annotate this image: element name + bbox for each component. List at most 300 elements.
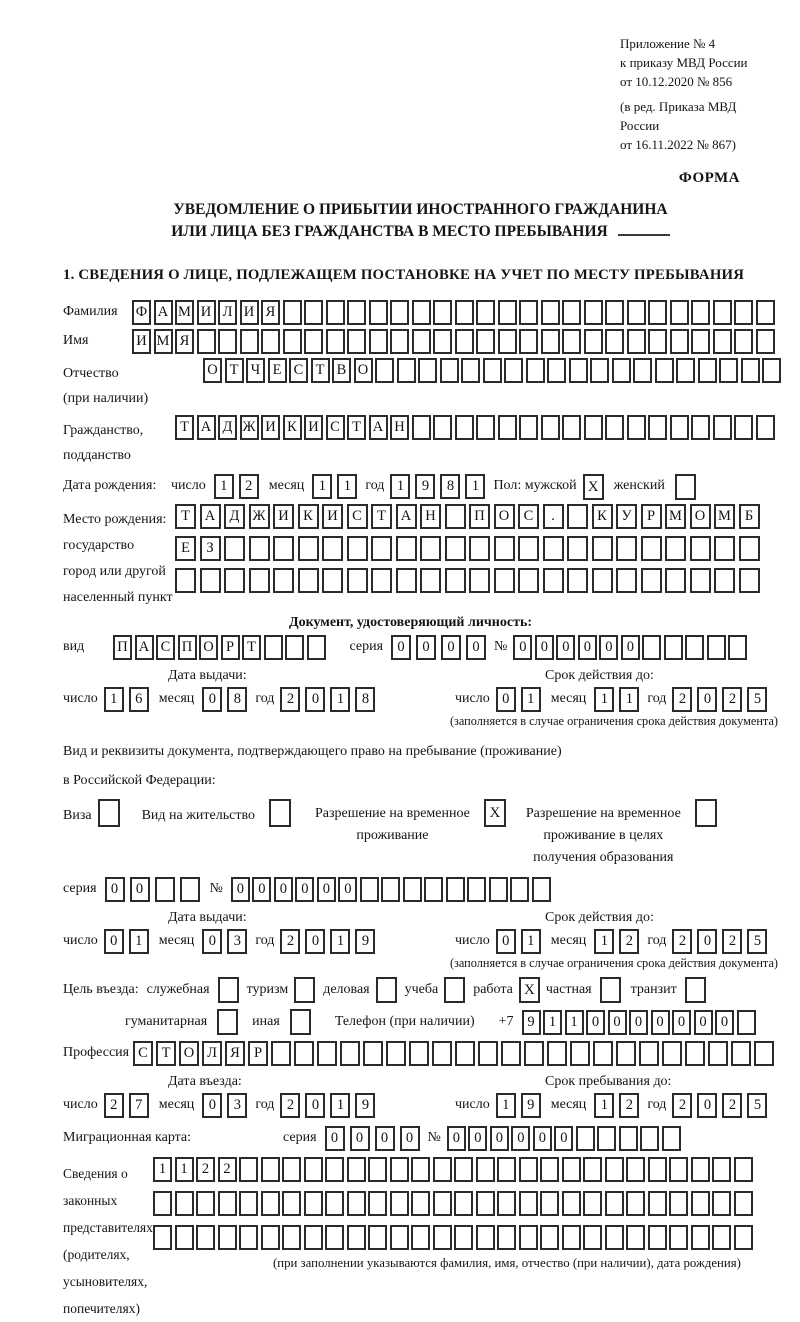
- char-cell[interactable]: Л: [218, 300, 237, 325]
- char-cell[interactable]: Ж: [249, 504, 270, 529]
- char-cell[interactable]: Д: [224, 504, 245, 529]
- char-cell[interactable]: Д: [218, 415, 237, 440]
- char-cell[interactable]: О: [690, 504, 711, 529]
- char-cell[interactable]: [240, 329, 259, 354]
- char-cell[interactable]: [369, 300, 388, 325]
- char-cell[interactable]: 2: [722, 687, 742, 712]
- char-cell[interactable]: 1: [330, 1093, 350, 1118]
- char-cell[interactable]: [583, 1225, 602, 1250]
- char-cell[interactable]: [433, 1157, 452, 1182]
- char-cell[interactable]: Т: [311, 358, 330, 383]
- char-cell[interactable]: [626, 1157, 645, 1182]
- char-cell[interactable]: 2: [218, 1157, 237, 1182]
- char-cell[interactable]: [397, 358, 416, 383]
- char-cell[interactable]: 0: [400, 1126, 420, 1151]
- char-cell[interactable]: [476, 1225, 495, 1250]
- char-cell[interactable]: 0: [295, 877, 314, 902]
- char-cell[interactable]: [390, 329, 409, 354]
- char-cell[interactable]: [713, 415, 732, 440]
- char-cell[interactable]: [567, 536, 588, 561]
- char-cell[interactable]: [218, 1225, 237, 1250]
- char-cell[interactable]: [445, 504, 466, 529]
- char-cell[interactable]: [282, 1225, 301, 1250]
- char-cell[interactable]: [728, 635, 747, 660]
- char-cell[interactable]: 0: [599, 635, 618, 660]
- char-cell[interactable]: [714, 536, 735, 561]
- char-cell[interactable]: [676, 358, 695, 383]
- char-cell[interactable]: 9: [355, 929, 375, 954]
- char-cell[interactable]: [322, 536, 343, 561]
- char-cell[interactable]: [633, 358, 652, 383]
- char-cell[interactable]: 0: [490, 1126, 509, 1151]
- char-cell[interactable]: С: [518, 504, 539, 529]
- char-cell[interactable]: [322, 568, 343, 593]
- char-cell[interactable]: [396, 536, 417, 561]
- purpose-study-checkbox[interactable]: [444, 977, 465, 1003]
- char-cell[interactable]: [489, 877, 508, 902]
- char-cell[interactable]: З: [200, 536, 221, 561]
- char-cell[interactable]: Е: [175, 536, 196, 561]
- char-cell[interactable]: [304, 1225, 323, 1250]
- char-cell[interactable]: [519, 300, 538, 325]
- char-cell[interactable]: [461, 358, 480, 383]
- char-cell[interactable]: И: [273, 504, 294, 529]
- visa-checkbox[interactable]: [98, 799, 120, 827]
- char-cell[interactable]: [347, 1191, 366, 1216]
- char-cell[interactable]: [540, 1225, 559, 1250]
- char-cell[interactable]: [347, 329, 366, 354]
- char-cell[interactable]: [455, 415, 474, 440]
- char-cell[interactable]: 0: [697, 1093, 717, 1118]
- char-cell[interactable]: [432, 1041, 452, 1066]
- char-cell[interactable]: [454, 1225, 473, 1250]
- char-cell[interactable]: .: [543, 504, 564, 529]
- char-cell[interactable]: И: [304, 415, 323, 440]
- char-cell[interactable]: [691, 300, 710, 325]
- char-cell[interactable]: 0: [104, 929, 124, 954]
- char-cell[interactable]: 5: [747, 929, 767, 954]
- char-cell[interactable]: У: [616, 504, 637, 529]
- char-cell[interactable]: [754, 1041, 774, 1066]
- char-cell[interactable]: [690, 568, 711, 593]
- char-cell[interactable]: 0: [305, 687, 325, 712]
- char-cell[interactable]: 0: [556, 635, 575, 660]
- char-cell[interactable]: [455, 1041, 475, 1066]
- char-cell[interactable]: [605, 415, 624, 440]
- char-cell[interactable]: 0: [496, 929, 516, 954]
- char-cell[interactable]: [498, 329, 517, 354]
- char-cell[interactable]: 2: [196, 1157, 215, 1182]
- char-cell[interactable]: [325, 1225, 344, 1250]
- char-cell[interactable]: П: [469, 504, 490, 529]
- char-cell[interactable]: [734, 329, 753, 354]
- char-cell[interactable]: 0: [496, 687, 516, 712]
- char-cell[interactable]: [519, 329, 538, 354]
- char-cell[interactable]: [409, 1041, 429, 1066]
- char-cell[interactable]: [497, 1225, 516, 1250]
- char-cell[interactable]: [648, 1157, 667, 1182]
- char-cell[interactable]: [714, 568, 735, 593]
- char-cell[interactable]: [476, 415, 495, 440]
- char-cell[interactable]: [180, 877, 200, 902]
- char-cell[interactable]: [469, 568, 490, 593]
- char-cell[interactable]: [494, 568, 515, 593]
- char-cell[interactable]: Ж: [240, 415, 259, 440]
- char-cell[interactable]: [756, 300, 775, 325]
- char-cell[interactable]: [616, 1041, 636, 1066]
- char-cell[interactable]: 0: [202, 687, 222, 712]
- char-cell[interactable]: Я: [225, 1041, 245, 1066]
- char-cell[interactable]: 0: [231, 877, 250, 902]
- char-cell[interactable]: О: [199, 635, 218, 660]
- char-cell[interactable]: 2: [280, 1093, 300, 1118]
- char-cell[interactable]: [317, 1041, 337, 1066]
- char-cell[interactable]: [455, 329, 474, 354]
- char-cell[interactable]: [218, 1191, 237, 1216]
- char-cell[interactable]: Т: [371, 504, 392, 529]
- char-cell[interactable]: 2: [619, 1093, 639, 1118]
- char-cell[interactable]: П: [113, 635, 132, 660]
- char-cell[interactable]: Ф: [132, 300, 151, 325]
- char-cell[interactable]: [691, 1191, 710, 1216]
- char-cell[interactable]: Т: [347, 415, 366, 440]
- char-cell[interactable]: [440, 358, 459, 383]
- char-cell[interactable]: [155, 877, 175, 902]
- char-cell[interactable]: [524, 1041, 544, 1066]
- char-cell[interactable]: [261, 1157, 280, 1182]
- purpose-transit-checkbox[interactable]: [685, 977, 706, 1003]
- char-cell[interactable]: А: [154, 300, 173, 325]
- char-cell[interactable]: 0: [466, 635, 486, 660]
- char-cell[interactable]: [340, 1041, 360, 1066]
- char-cell[interactable]: А: [200, 504, 221, 529]
- char-cell[interactable]: [627, 300, 646, 325]
- char-cell[interactable]: 2: [722, 1093, 742, 1118]
- char-cell[interactable]: [369, 329, 388, 354]
- char-cell[interactable]: [390, 1191, 409, 1216]
- temp-residence-edu-checkbox[interactable]: [695, 799, 717, 827]
- char-cell[interactable]: [562, 1191, 581, 1216]
- char-cell[interactable]: 0: [105, 877, 125, 902]
- char-cell[interactable]: 0: [554, 1126, 573, 1151]
- humanitarian-checkbox[interactable]: [217, 1009, 238, 1035]
- char-cell[interactable]: Т: [225, 358, 244, 383]
- char-cell[interactable]: 0: [629, 1010, 648, 1035]
- char-cell[interactable]: [403, 877, 422, 902]
- char-cell[interactable]: [294, 1041, 314, 1066]
- char-cell[interactable]: [691, 329, 710, 354]
- char-cell[interactable]: [445, 536, 466, 561]
- char-cell[interactable]: О: [203, 358, 222, 383]
- char-cell[interactable]: [592, 568, 613, 593]
- char-cell[interactable]: [543, 568, 564, 593]
- char-cell[interactable]: [264, 635, 283, 660]
- char-cell[interactable]: О: [494, 504, 515, 529]
- char-cell[interactable]: Т: [156, 1041, 176, 1066]
- char-cell[interactable]: [381, 877, 400, 902]
- char-cell[interactable]: 0: [305, 929, 325, 954]
- char-cell[interactable]: [283, 329, 302, 354]
- char-cell[interactable]: 2: [619, 929, 639, 954]
- char-cell[interactable]: [648, 1191, 667, 1216]
- char-cell[interactable]: 0: [608, 1010, 627, 1035]
- char-cell[interactable]: [390, 300, 409, 325]
- char-cell[interactable]: [282, 1191, 301, 1216]
- char-cell[interactable]: 0: [252, 877, 271, 902]
- purpose-private-checkbox[interactable]: [600, 977, 621, 1003]
- char-cell[interactable]: [304, 329, 323, 354]
- char-cell[interactable]: [691, 415, 710, 440]
- char-cell[interactable]: А: [396, 504, 417, 529]
- char-cell[interactable]: 9: [355, 1093, 375, 1118]
- char-cell[interactable]: 8: [440, 474, 460, 499]
- char-cell[interactable]: [153, 1191, 172, 1216]
- char-cell[interactable]: [363, 1041, 383, 1066]
- char-cell[interactable]: [583, 1191, 602, 1216]
- char-cell[interactable]: 1: [521, 929, 541, 954]
- char-cell[interactable]: [347, 568, 368, 593]
- char-cell[interactable]: [648, 1225, 667, 1250]
- char-cell[interactable]: 1: [330, 687, 350, 712]
- char-cell[interactable]: [662, 1041, 682, 1066]
- char-cell[interactable]: [739, 568, 760, 593]
- char-cell[interactable]: Т: [175, 415, 194, 440]
- char-cell[interactable]: К: [283, 415, 302, 440]
- char-cell[interactable]: [239, 1157, 258, 1182]
- char-cell[interactable]: [304, 1157, 323, 1182]
- char-cell[interactable]: 1: [175, 1157, 194, 1182]
- char-cell[interactable]: [648, 415, 667, 440]
- char-cell[interactable]: [737, 1010, 756, 1035]
- char-cell[interactable]: [616, 568, 637, 593]
- char-cell[interactable]: 0: [535, 635, 554, 660]
- char-cell[interactable]: [605, 1191, 624, 1216]
- char-cell[interactable]: 0: [697, 687, 717, 712]
- char-cell[interactable]: 0: [513, 635, 532, 660]
- char-cell[interactable]: 0: [202, 929, 222, 954]
- char-cell[interactable]: С: [133, 1041, 153, 1066]
- char-cell[interactable]: [691, 1225, 710, 1250]
- char-cell[interactable]: 2: [722, 929, 742, 954]
- char-cell[interactable]: 1: [521, 687, 541, 712]
- char-cell[interactable]: [454, 1191, 473, 1216]
- char-cell[interactable]: 3: [227, 1093, 247, 1118]
- char-cell[interactable]: [283, 300, 302, 325]
- char-cell[interactable]: [455, 300, 474, 325]
- char-cell[interactable]: [698, 358, 717, 383]
- char-cell[interactable]: [665, 568, 686, 593]
- char-cell[interactable]: 0: [338, 877, 357, 902]
- char-cell[interactable]: 8: [355, 687, 375, 712]
- char-cell[interactable]: [304, 1191, 323, 1216]
- char-cell[interactable]: [543, 536, 564, 561]
- char-cell[interactable]: 2: [104, 1093, 124, 1118]
- char-cell[interactable]: [540, 1157, 559, 1182]
- char-cell[interactable]: [562, 329, 581, 354]
- char-cell[interactable]: [285, 635, 304, 660]
- char-cell[interactable]: [224, 568, 245, 593]
- char-cell[interactable]: [445, 568, 466, 593]
- char-cell[interactable]: М: [175, 300, 194, 325]
- char-cell[interactable]: [756, 329, 775, 354]
- char-cell[interactable]: 1: [129, 929, 149, 954]
- char-cell[interactable]: П: [178, 635, 197, 660]
- char-cell[interactable]: [390, 1225, 409, 1250]
- char-cell[interactable]: 0: [697, 929, 717, 954]
- char-cell[interactable]: [368, 1157, 387, 1182]
- char-cell[interactable]: [304, 300, 323, 325]
- residence-permit-checkbox[interactable]: [269, 799, 291, 827]
- char-cell[interactable]: [420, 568, 441, 593]
- char-cell[interactable]: [756, 415, 775, 440]
- char-cell[interactable]: 0: [416, 635, 436, 660]
- char-cell[interactable]: [249, 568, 270, 593]
- char-cell[interactable]: [476, 300, 495, 325]
- char-cell[interactable]: [670, 329, 689, 354]
- char-cell[interactable]: М: [665, 504, 686, 529]
- char-cell[interactable]: [411, 1191, 430, 1216]
- char-cell[interactable]: 0: [672, 1010, 691, 1035]
- char-cell[interactable]: [526, 358, 545, 383]
- char-cell[interactable]: [476, 329, 495, 354]
- char-cell[interactable]: [605, 300, 624, 325]
- char-cell[interactable]: [562, 415, 581, 440]
- char-cell[interactable]: Н: [390, 415, 409, 440]
- char-cell[interactable]: Л: [202, 1041, 222, 1066]
- char-cell[interactable]: [592, 536, 613, 561]
- char-cell[interactable]: [412, 415, 431, 440]
- char-cell[interactable]: [307, 635, 326, 660]
- char-cell[interactable]: [734, 300, 753, 325]
- char-cell[interactable]: [605, 1157, 624, 1182]
- char-cell[interactable]: [347, 536, 368, 561]
- char-cell[interactable]: [412, 329, 431, 354]
- char-cell[interactable]: [239, 1191, 258, 1216]
- char-cell[interactable]: [282, 1157, 301, 1182]
- char-cell[interactable]: [605, 329, 624, 354]
- char-cell[interactable]: 1: [565, 1010, 584, 1035]
- char-cell[interactable]: [662, 1126, 681, 1151]
- char-cell[interactable]: 0: [694, 1010, 713, 1035]
- char-cell[interactable]: Я: [261, 300, 280, 325]
- char-cell[interactable]: 1: [153, 1157, 172, 1182]
- char-cell[interactable]: С: [156, 635, 175, 660]
- char-cell[interactable]: 1: [214, 474, 234, 499]
- char-cell[interactable]: [712, 1191, 731, 1216]
- char-cell[interactable]: [249, 536, 270, 561]
- char-cell[interactable]: [605, 1225, 624, 1250]
- char-cell[interactable]: Ч: [246, 358, 265, 383]
- char-cell[interactable]: 0: [441, 635, 461, 660]
- char-cell[interactable]: [175, 568, 196, 593]
- char-cell[interactable]: И: [240, 300, 259, 325]
- char-cell[interactable]: 0: [578, 635, 597, 660]
- char-cell[interactable]: [669, 1157, 688, 1182]
- char-cell[interactable]: Н: [420, 504, 441, 529]
- char-cell[interactable]: [570, 1041, 590, 1066]
- char-cell[interactable]: [626, 1225, 645, 1250]
- char-cell[interactable]: [597, 1126, 616, 1151]
- char-cell[interactable]: Т: [175, 504, 196, 529]
- char-cell[interactable]: [271, 1041, 291, 1066]
- char-cell[interactable]: [497, 1157, 516, 1182]
- char-cell[interactable]: [433, 300, 452, 325]
- char-cell[interactable]: 5: [747, 687, 767, 712]
- char-cell[interactable]: В: [332, 358, 351, 383]
- char-cell[interactable]: [648, 329, 667, 354]
- char-cell[interactable]: [375, 358, 394, 383]
- char-cell[interactable]: К: [298, 504, 319, 529]
- char-cell[interactable]: 0: [317, 877, 336, 902]
- sex-female-checkbox[interactable]: [675, 474, 696, 500]
- char-cell[interactable]: [670, 300, 689, 325]
- char-cell[interactable]: [708, 1041, 728, 1066]
- char-cell[interactable]: [326, 300, 345, 325]
- char-cell[interactable]: [541, 415, 560, 440]
- char-cell[interactable]: 1: [543, 1010, 562, 1035]
- char-cell[interactable]: С: [347, 504, 368, 529]
- char-cell[interactable]: Р: [221, 635, 240, 660]
- char-cell[interactable]: [347, 300, 366, 325]
- char-cell[interactable]: [420, 536, 441, 561]
- char-cell[interactable]: [368, 1191, 387, 1216]
- char-cell[interactable]: [583, 1157, 602, 1182]
- char-cell[interactable]: [707, 635, 726, 660]
- char-cell[interactable]: [734, 1225, 753, 1250]
- char-cell[interactable]: [371, 568, 392, 593]
- char-cell[interactable]: [691, 1157, 710, 1182]
- char-cell[interactable]: [584, 300, 603, 325]
- char-cell[interactable]: 0: [202, 1093, 222, 1118]
- char-cell[interactable]: [734, 1157, 753, 1182]
- purpose-business-checkbox[interactable]: [376, 977, 397, 1003]
- char-cell[interactable]: 0: [375, 1126, 395, 1151]
- char-cell[interactable]: [541, 329, 560, 354]
- char-cell[interactable]: [734, 1191, 753, 1216]
- char-cell[interactable]: О: [354, 358, 373, 383]
- char-cell[interactable]: [196, 1191, 215, 1216]
- char-cell[interactable]: [612, 358, 631, 383]
- char-cell[interactable]: [532, 877, 551, 902]
- char-cell[interactable]: 0: [651, 1010, 670, 1035]
- char-cell[interactable]: [218, 329, 237, 354]
- char-cell[interactable]: [497, 1191, 516, 1216]
- char-cell[interactable]: [454, 1157, 473, 1182]
- char-cell[interactable]: И: [322, 504, 343, 529]
- char-cell[interactable]: 8: [227, 687, 247, 712]
- char-cell[interactable]: [518, 536, 539, 561]
- char-cell[interactable]: [153, 1225, 172, 1250]
- char-cell[interactable]: [641, 536, 662, 561]
- char-cell[interactable]: 0: [511, 1126, 530, 1151]
- char-cell[interactable]: [567, 568, 588, 593]
- char-cell[interactable]: 0: [586, 1010, 605, 1035]
- char-cell[interactable]: 1: [337, 474, 357, 499]
- char-cell[interactable]: [175, 1191, 194, 1216]
- char-cell[interactable]: [197, 329, 216, 354]
- char-cell[interactable]: [569, 358, 588, 383]
- char-cell[interactable]: [712, 1225, 731, 1250]
- char-cell[interactable]: [504, 358, 523, 383]
- char-cell[interactable]: [498, 300, 517, 325]
- char-cell[interactable]: [325, 1157, 344, 1182]
- char-cell[interactable]: 9: [522, 1010, 541, 1035]
- char-cell[interactable]: [713, 329, 732, 354]
- char-cell[interactable]: [261, 1191, 280, 1216]
- char-cell[interactable]: [368, 1225, 387, 1250]
- char-cell[interactable]: 0: [621, 635, 640, 660]
- char-cell[interactable]: [584, 415, 603, 440]
